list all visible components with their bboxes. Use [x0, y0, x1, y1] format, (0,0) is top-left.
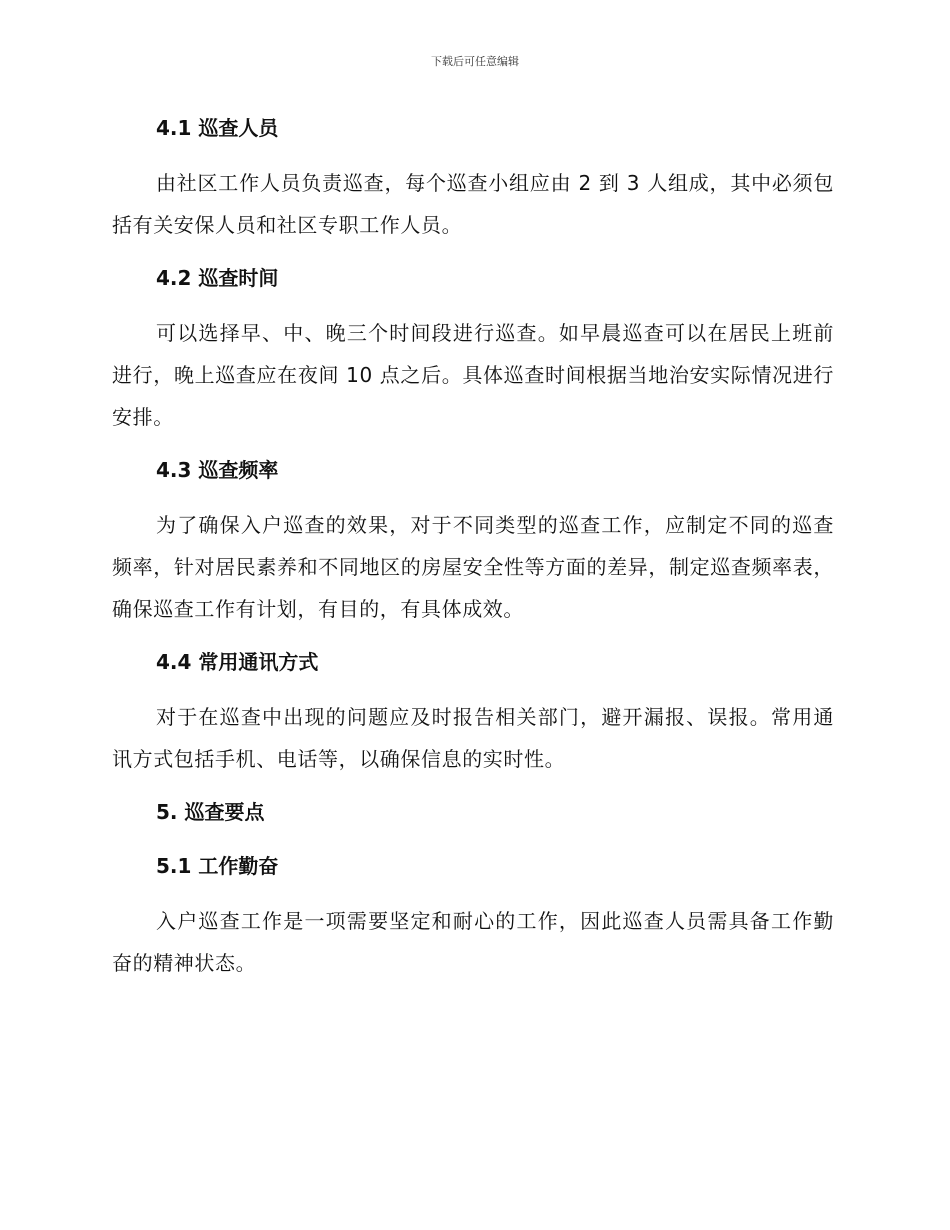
document-body	[112, 110, 834, 984]
header-note: 下载后可任意编辑	[431, 55, 519, 68]
section-heading-4-3: 4.3 巡查频率	[156, 458, 279, 482]
section-heading-5: 5. 巡查要点	[156, 800, 265, 824]
section-heading-4-4: 4.4 常用通讯方式	[156, 650, 319, 674]
section-paragraph-4-4: 对于在巡查中出现的问题应及时报告相关部门，避开漏报、误报。常用通讯方式包括手机、电话等，以确保信息的实时性。	[112, 705, 834, 771]
section-heading-5-1: 5.1 工作勤奋	[156, 854, 279, 878]
section-heading-4-1: 4.1 巡查人员	[156, 116, 279, 140]
section-paragraph-4-2: 可以选择早、中、晚三个时间段进行巡查。如早晨巡查可以在居民上班前进行，晚上巡查应在夜间 10 点之后。具体巡查时间根据当地治安实际情况进行安排。	[112, 321, 834, 429]
section-paragraph-5-1: 入户巡查工作是一项需要坚定和耐心的工作，因此巡查人员需具备工作勤奋的精神状态。	[112, 909, 834, 975]
section-heading-4-2: 4.2 巡查时间	[156, 266, 279, 290]
section-paragraph-4-3: 为了确保入户巡查的效果，对于不同类型的巡查工作，应制定不同的巡查频率，针对居民素养和不同地区的房屋安全性等方面的差异，制定巡查频率表，确保巡查工作有计划，有目的，有具体成效。	[112, 513, 834, 621]
section-paragraph-4-1: 由社区工作人员负责巡查，每个巡查小组应由 2 到 3 人组成，其中必须包括有关安保人员和社区专职工作人员。	[112, 171, 834, 237]
